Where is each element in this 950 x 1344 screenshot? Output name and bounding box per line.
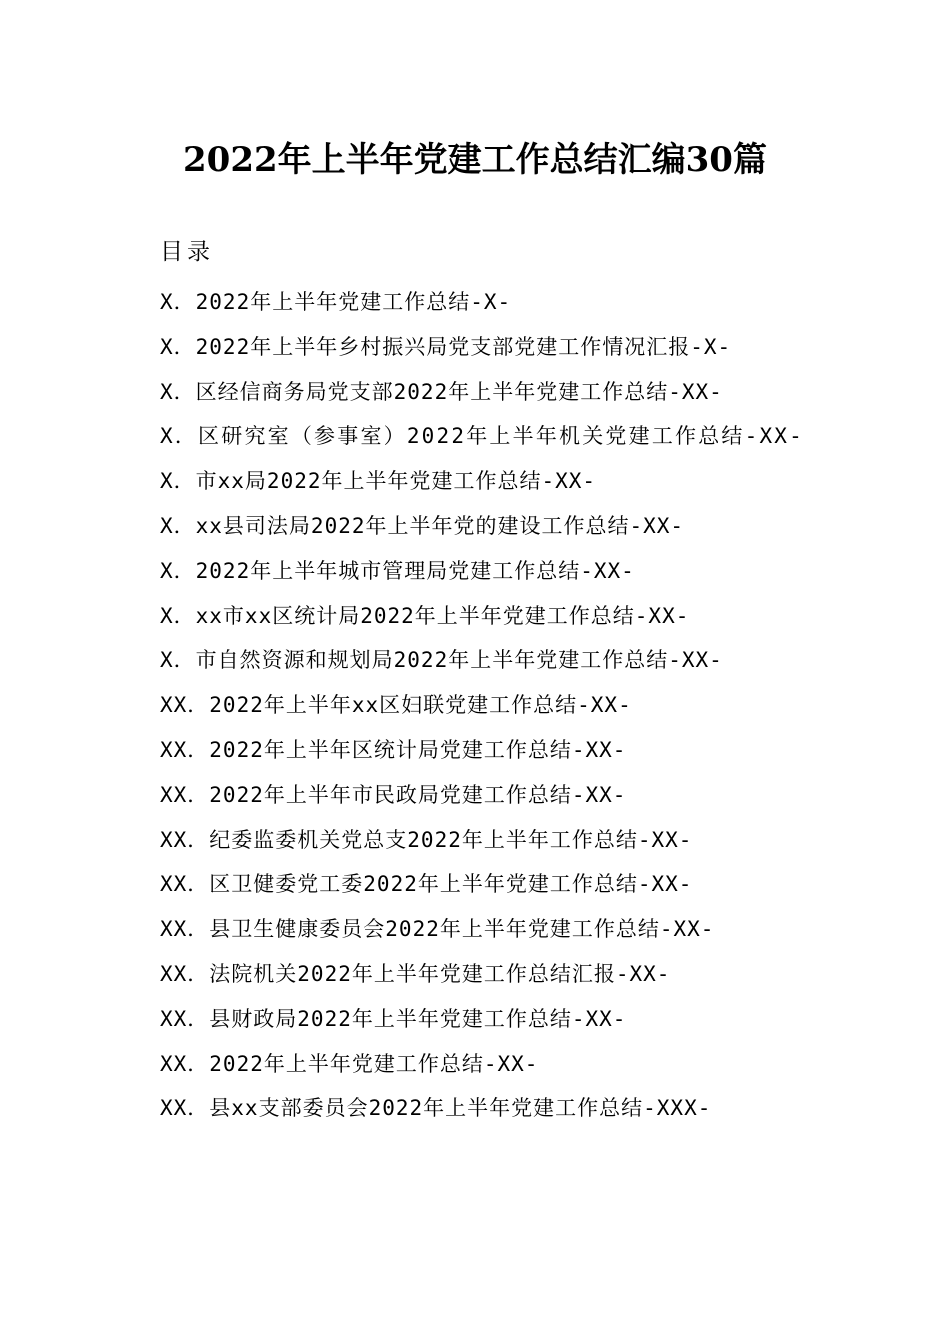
toc-item: X．2022年上半年乡村振兴局党支部党建工作情况汇报-X- — [160, 334, 732, 359]
toc-item: X．市xx局2022年上半年党建工作总结-XX- — [160, 469, 597, 494]
table-of-contents — [118, 280, 830, 1131]
toc-item: XX．纪委监委机关党总支2022年上半年工作总结-XX- — [160, 827, 693, 852]
toc-item: XX．2022年上半年党建工作总结-XX- — [160, 1051, 539, 1076]
document-title: 2022年上半年党建工作总结汇编30篇 — [183, 140, 767, 180]
toc-item: X．2022年上半年城市管理局党建工作总结-XX- — [160, 558, 635, 583]
toc-item: X．2022年上半年党建工作总结-X- — [160, 290, 512, 314]
toc-item: XX．县卫生健康委员会2022年上半年党建工作总结-XX- — [160, 917, 715, 942]
toc-item: X．xx市xx区统计局2022年上半年党建工作总结-XX- — [160, 603, 690, 628]
toc-item: XX．法院机关2022年上半年党建工作总结汇报-XX- — [160, 961, 671, 986]
toc-heading: 目录 — [160, 239, 214, 265]
toc-item: X．xx县司法局2022年上半年党的建设工作总结-XX- — [160, 513, 685, 538]
toc-item: X．区经信商务局党支部2022年上半年党建工作总结-XX- — [160, 379, 723, 404]
toc-item: X．市自然资源和规划局2022年上半年党建工作总结-XX- — [160, 648, 723, 673]
toc-item: XX．区卫健委党工委2022年上半年党建工作总结-XX- — [160, 872, 693, 897]
toc-item: XX．2022年上半年区统计局党建工作总结-XX- — [160, 737, 627, 762]
toc-item: XX．2022年上半年市民政局党建工作总结-XX- — [160, 782, 627, 807]
toc-item: X．区研究室（参事室）2022年上半年机关党建工作总结-XX- — [160, 424, 804, 449]
toc-item: XX．县财政局2022年上半年党建工作总结-XX- — [160, 1006, 627, 1031]
toc-item: XX．2022年上半年xx区妇联党建工作总结-XX- — [160, 693, 632, 718]
toc-item: XX．县xx支部委员会2022年上半年党建工作总结-XXX- — [160, 1096, 712, 1121]
